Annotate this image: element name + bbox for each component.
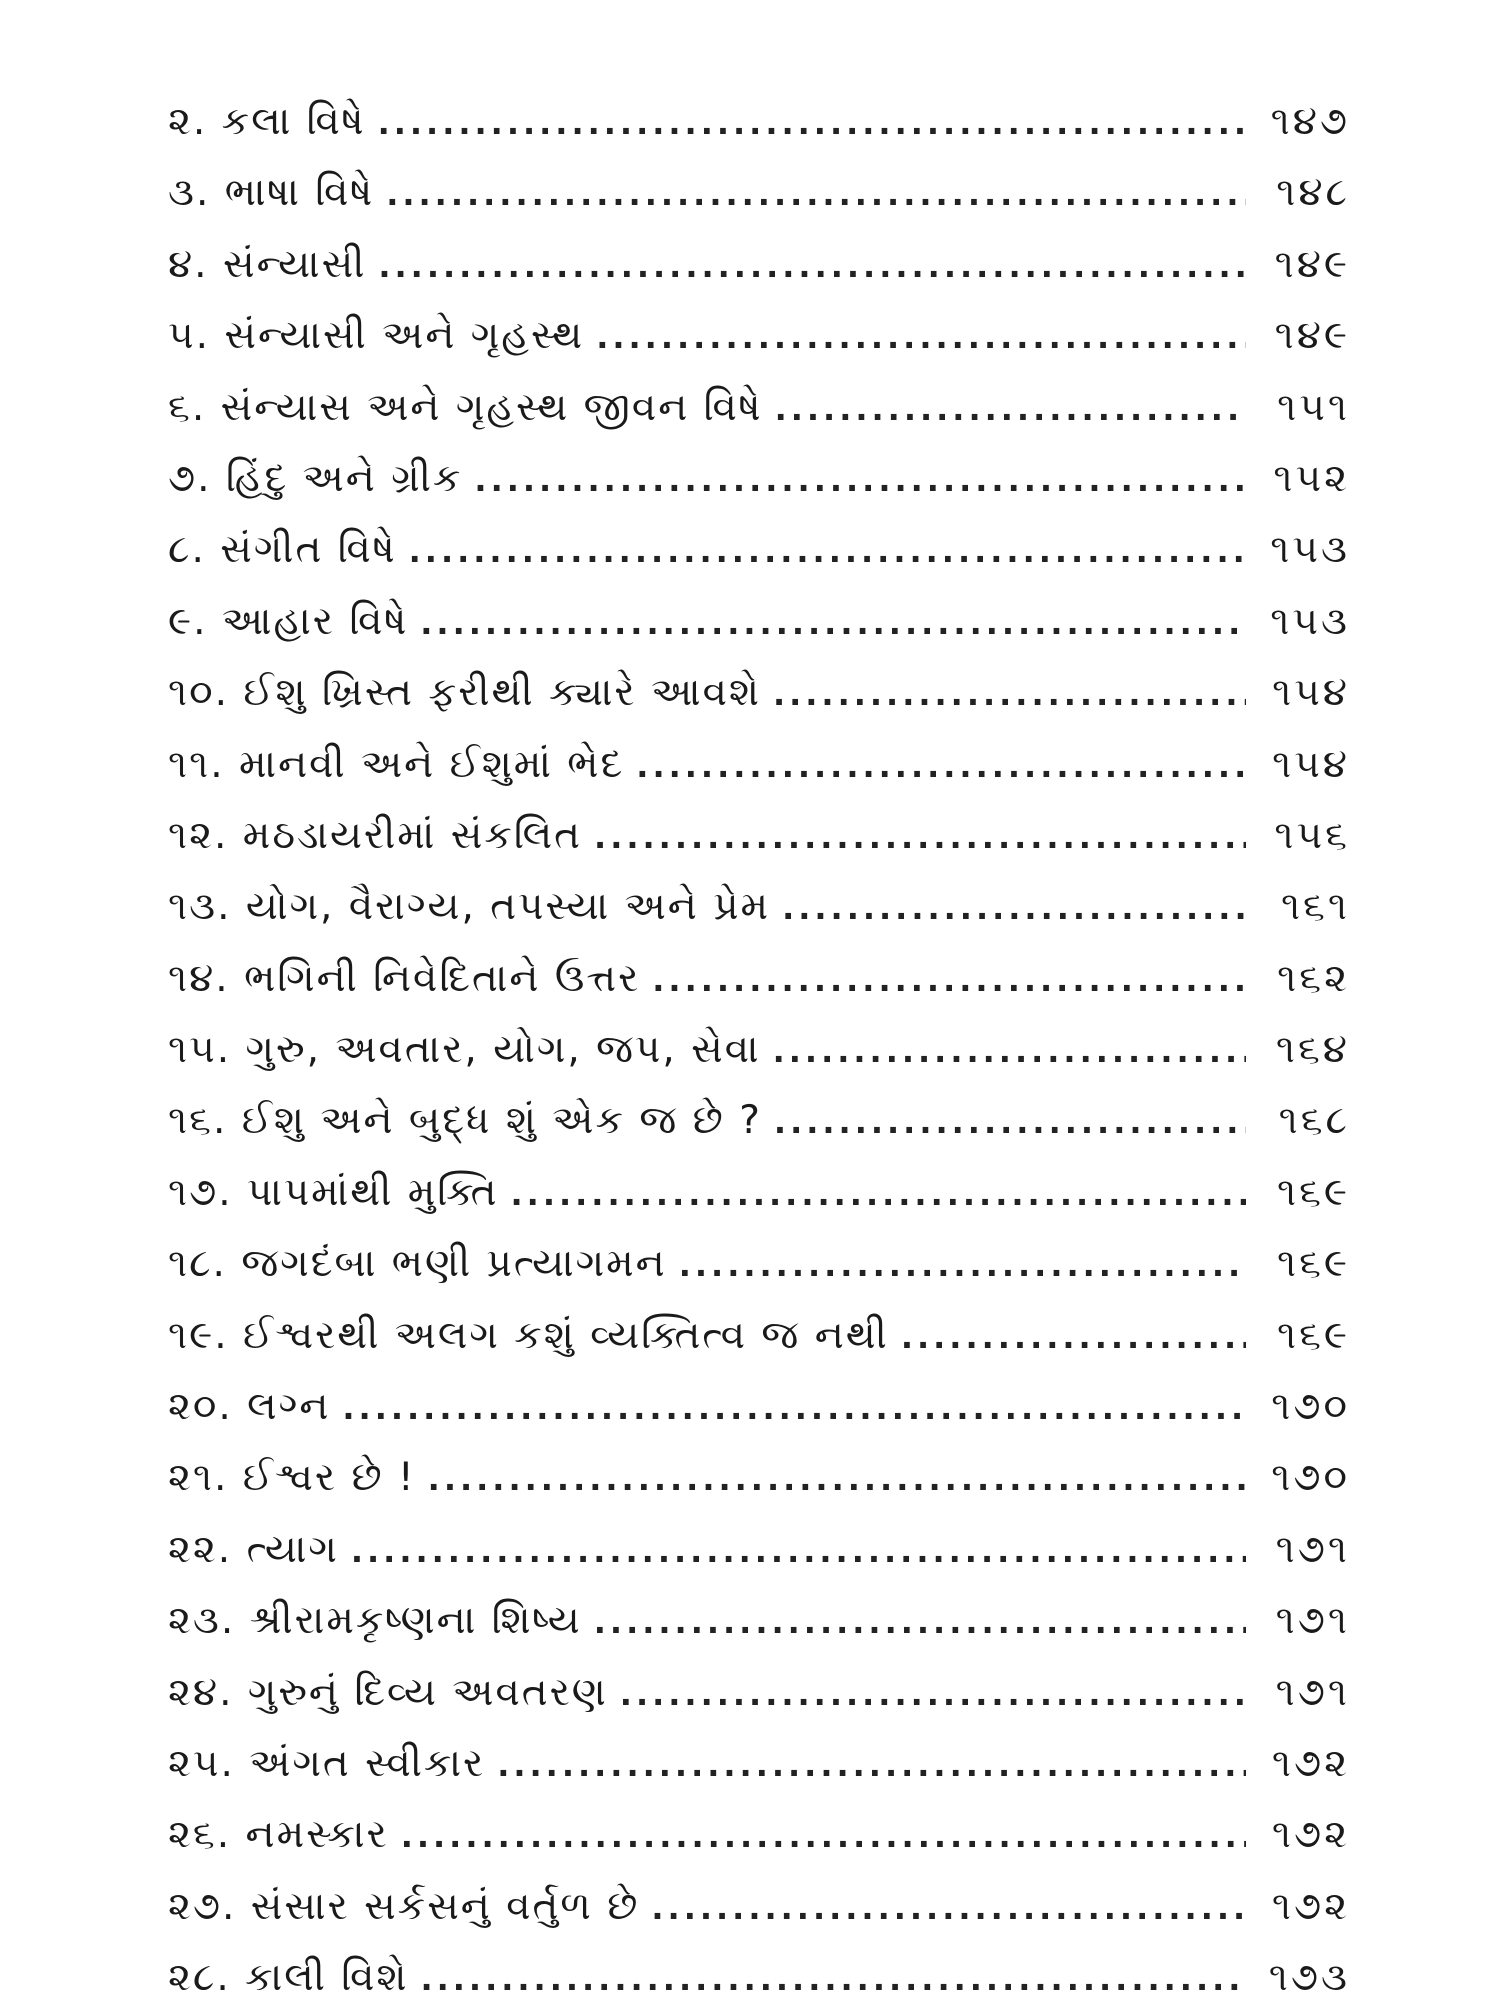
entry-page-number: ૧૪૯ <box>1274 241 1350 287</box>
entry-title: ૨૦. લગ્ન <box>168 1384 331 1430</box>
toc-entry <box>168 514 1350 585</box>
dot-leader <box>420 588 1246 659</box>
entry-page-number: ૧૬૨ <box>1277 955 1350 1001</box>
dot-leader <box>620 1659 1246 1730</box>
entry-page-number: ૧૬૯ <box>1276 1241 1350 1287</box>
toc-entry <box>168 157 1350 228</box>
dot-leader <box>409 516 1246 587</box>
entry-page-number: ૧૪૮ <box>1276 170 1350 216</box>
dot-leader <box>594 802 1246 873</box>
entry-title: ૬. સંન્યાસ અને ગૃહસ્થ જીવન વિષે <box>168 384 763 430</box>
toc-entry <box>168 372 1350 443</box>
toc-entry <box>168 657 1350 728</box>
entry-page-number: ૧૫૪ <box>1272 741 1350 787</box>
entry-title: ૧૯. ઈશ્વરથી અલગ કશું વ્યક્તિત્વ જ નથી <box>168 1312 889 1358</box>
entry-page-number: ૧૭૨ <box>1271 1740 1350 1786</box>
toc-entry <box>168 1728 1350 1799</box>
entry-title: ૪. સંન્યાસી <box>168 241 367 287</box>
dot-leader <box>420 1944 1246 2015</box>
entry-page-number: ૧૪૯ <box>1274 313 1350 359</box>
entry-page-number: ૧૭૧ <box>1275 1669 1350 1715</box>
entry-title: ૭. હિંદુ અને ગ્રીક <box>168 455 463 501</box>
entry-title: ૮. સંગીત વિષે <box>168 527 397 573</box>
entry-page-number: ૧૬૯ <box>1276 1312 1350 1358</box>
entry-title: ૧૮. જગદંબા ભણી પ્રત્યાગમન <box>168 1241 667 1287</box>
toc-entry <box>168 229 1350 300</box>
toc-entry <box>168 300 1350 371</box>
entry-title: ૩. ભાષા વિષે <box>168 170 375 216</box>
dot-leader <box>651 1873 1246 1944</box>
entry-page-number: ૧૫૨ <box>1273 455 1350 501</box>
toc-entry <box>168 1657 1350 1728</box>
entry-page-number: ૧૭૦ <box>1271 1455 1350 1501</box>
entry-page-number: ૧૫૪ <box>1272 670 1350 716</box>
dot-leader <box>679 1230 1246 1301</box>
entry-page-number: ૧૪૭ <box>1270 99 1350 144</box>
entry-title: ૨૬. નમસ્કાર <box>168 1812 389 1858</box>
toc-entry <box>168 1799 1350 1870</box>
toc-entry <box>168 1371 1350 1442</box>
table-of-contents <box>168 86 1350 2014</box>
dot-leader <box>497 1730 1246 1801</box>
entry-page-number: ૧૬૮ <box>1278 1098 1350 1144</box>
entry-title: ૨૫. અંગત સ્વીકાર <box>168 1740 486 1786</box>
dot-leader <box>774 1087 1246 1158</box>
dot-leader <box>428 1444 1246 1515</box>
entry-title: ૧૦. ઈશુ ખ્રિસ્ત ફરીથી ક્યારે આવશે <box>168 670 761 716</box>
toc-entry <box>168 1157 1350 1228</box>
entry-page-number: ૧૭૧ <box>1275 1598 1350 1644</box>
toc-entry <box>168 1300 1350 1371</box>
entry-page-number: ૧૫૬ <box>1274 812 1350 858</box>
dot-leader <box>901 1302 1246 1373</box>
toc-entry <box>168 443 1350 514</box>
entry-page-number: ૧૭૨ <box>1271 1883 1350 1929</box>
toc-entry <box>168 1442 1350 1513</box>
entry-page-number: ૧૭૧ <box>1275 1526 1350 1572</box>
entry-title: ૨૩. શ્રીરામકૃષ્ણના શિષ્ય <box>168 1598 582 1644</box>
dot-leader <box>652 945 1246 1016</box>
entry-title: ૧૫. ગુરુ, અવતાર, યોગ, જપ, સેવા <box>168 1027 761 1073</box>
entry-page-number: ૧૫૩ <box>1270 598 1350 644</box>
toc-entry <box>168 1228 1350 1299</box>
toc-entry <box>168 1514 1350 1585</box>
entry-title: ૧૬. ઈશુ અને બુદ્ધ શું એક જ છે ? <box>168 1098 762 1144</box>
toc-entry <box>168 86 1350 157</box>
dot-leader <box>386 159 1246 230</box>
entry-title: ૨. કલા વિષે <box>168 99 366 144</box>
dot-leader <box>636 731 1246 802</box>
entry-title: ૨૮. કાલી વિશે <box>168 1955 409 2001</box>
dot-leader <box>351 1516 1246 1587</box>
entry-page-number: ૧૭૨ <box>1271 1812 1350 1858</box>
entry-title: ૧૨. મઠડાયરીમાં સંકલિત <box>168 812 583 858</box>
entry-page-number: ૧૬૧ <box>1280 884 1350 930</box>
toc-entry <box>168 1585 1350 1656</box>
dot-leader <box>474 445 1246 516</box>
dot-leader <box>378 231 1246 302</box>
entry-title: ૧૪. ભગિની નિવેદિતાને ઉત્તર <box>168 955 641 1001</box>
toc-entry <box>168 871 1350 942</box>
dot-leader <box>773 659 1246 730</box>
toc-entry <box>168 1942 1350 2013</box>
entry-title: ૨૨. ત્યાગ <box>168 1526 339 1572</box>
toc-entry <box>168 586 1350 657</box>
entry-title: ૧૧. માનવી અને ઈશુમાં ભેદ <box>168 741 625 787</box>
entry-page-number: ૧૭૦ <box>1271 1384 1350 1430</box>
entry-page-number: ૧૫૧ <box>1277 384 1350 430</box>
entry-title: ૯. આહાર વિષે <box>168 598 409 644</box>
entry-title: ૨૧. ઈશ્વર છે ! <box>168 1455 416 1501</box>
dot-leader <box>342 1373 1246 1444</box>
toc-entry <box>168 943 1350 1014</box>
dot-leader <box>401 1801 1246 1872</box>
dot-leader <box>594 1587 1246 1658</box>
dot-leader <box>775 374 1246 445</box>
entry-page-number: ૧૭૩ <box>1268 1955 1350 2001</box>
toc-entry <box>168 800 1350 871</box>
dot-leader <box>511 1159 1246 1230</box>
dot-leader <box>596 302 1246 373</box>
entry-page-number: ૧૫૩ <box>1270 527 1350 573</box>
entry-page-number: ૧૬૯ <box>1276 1169 1350 1215</box>
entry-page-number: ૧૬૪ <box>1275 1027 1350 1073</box>
entry-title: ૧૭. પાપમાંથી મુક્તિ <box>168 1169 499 1215</box>
entry-title: ૨૪. ગુરુનું દિવ્ય અવતરણ <box>168 1669 608 1715</box>
toc-entry <box>168 1871 1350 1942</box>
entry-title: ૫. સંન્યાસી અને ગૃહસ્થ <box>168 313 585 359</box>
toc-entry <box>168 729 1350 800</box>
dot-leader <box>773 1016 1246 1087</box>
dot-leader <box>378 88 1246 159</box>
toc-entry <box>168 1085 1350 1156</box>
dot-leader <box>782 873 1246 944</box>
entry-title: ૧૩. યોગ, વૈરાગ્ય, તપસ્યા અને પ્રેમ <box>168 884 771 930</box>
entry-title: ૨૭. સંસાર સર્કસનું વર્તુળ છે <box>168 1883 640 1929</box>
toc-entry <box>168 1014 1350 1085</box>
